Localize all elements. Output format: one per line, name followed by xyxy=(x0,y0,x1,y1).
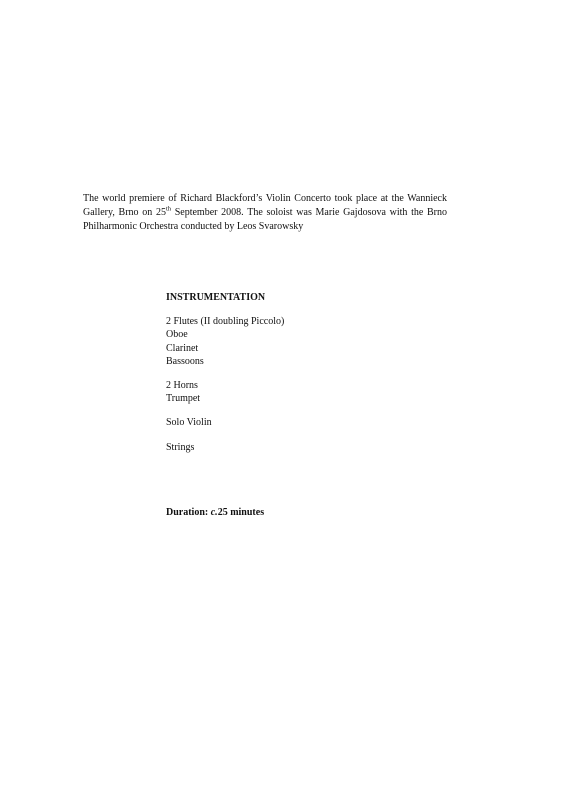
instrument-item: Trumpet xyxy=(166,393,201,405)
strings-group xyxy=(166,441,284,454)
instrument-item: 2 Flutes (II doubling Piccolo) xyxy=(166,316,285,328)
instrument-item: Oboe xyxy=(166,329,188,341)
instrument-item: 2 Horns xyxy=(166,380,198,392)
instrumentation-section xyxy=(166,291,284,465)
ordinal-suffix: th xyxy=(165,205,172,213)
instrument-item: Strings xyxy=(166,441,195,453)
instrument-item: Clarinet xyxy=(166,342,199,354)
brass-group xyxy=(166,379,284,405)
instrument-item: Solo Violin xyxy=(166,417,212,429)
premiere-line-2: Wannieck Gallery, Brno on 25th September 2008. The soloist was Marie xyxy=(83,193,447,218)
soloist-group xyxy=(166,416,284,429)
premiere-line-1: The world premiere of Richard Blackford’s Violin Concerto took place at the xyxy=(83,193,404,204)
instrument-item: Bassoons xyxy=(166,355,204,367)
duration-line xyxy=(166,506,264,519)
woodwinds-group xyxy=(166,315,284,368)
premiere-line-3: Gajdosova with the Brno Philharmonic Orchestra conducted by Leos Svarowsky xyxy=(83,207,447,232)
duration-label: Duration: xyxy=(166,507,211,518)
duration-approx: c. xyxy=(210,507,218,518)
instrumentation-title: INSTRUMENTATION xyxy=(166,292,266,303)
premiere-paragraph xyxy=(83,192,447,234)
duration-value: 25 minutes xyxy=(217,507,265,518)
